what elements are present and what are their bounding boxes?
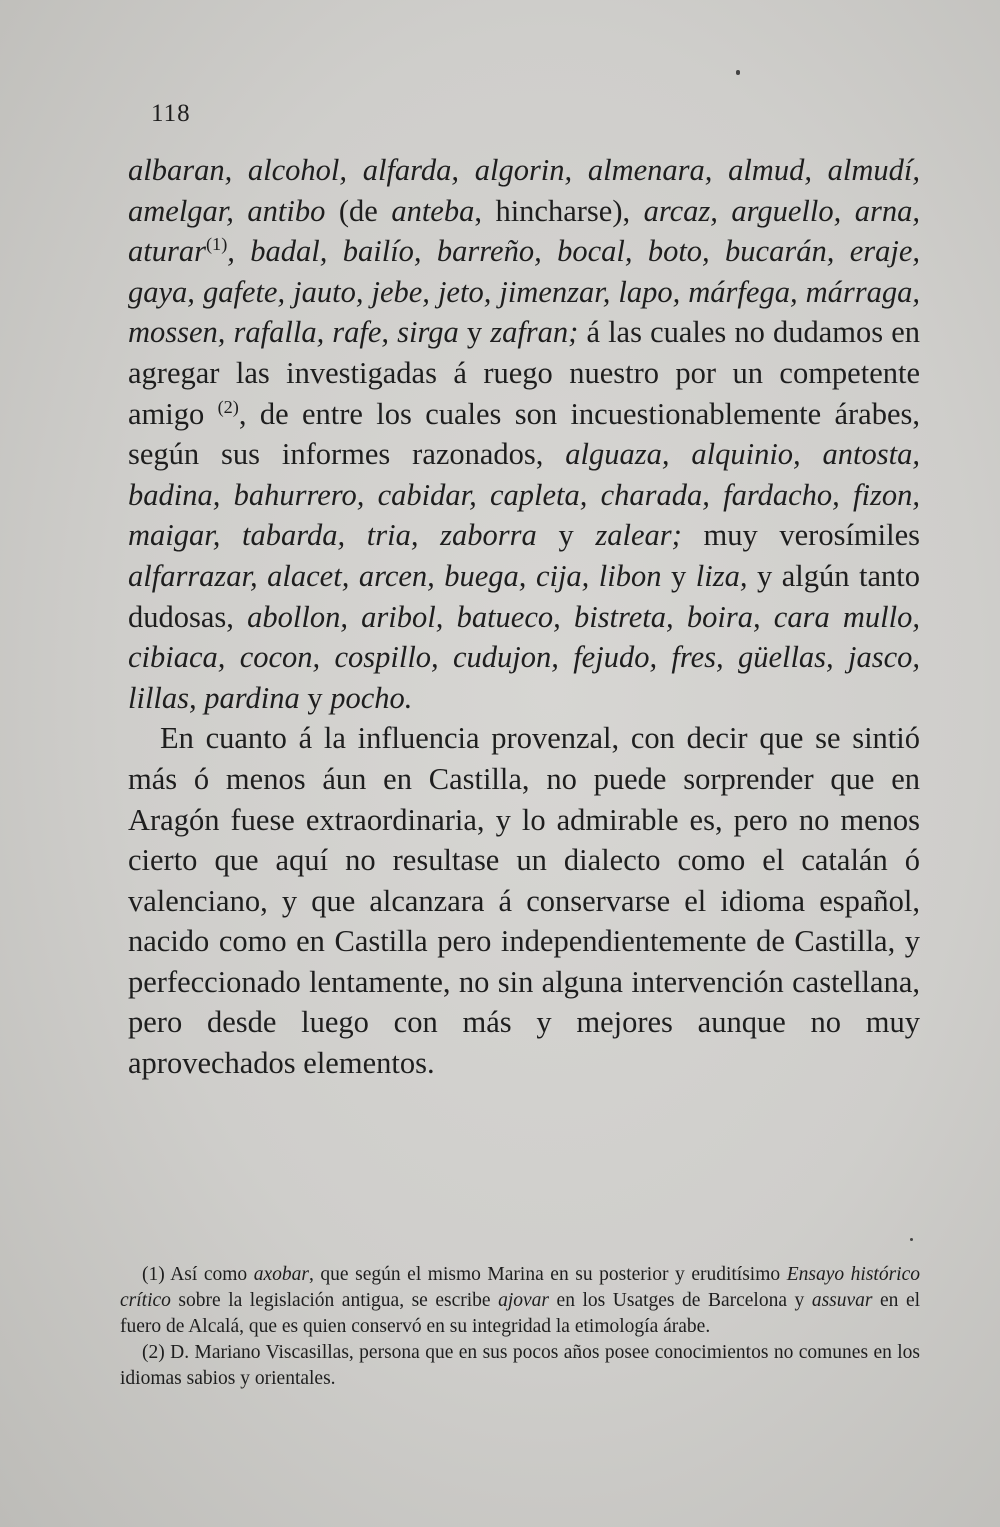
text-run: y — [536, 518, 596, 553]
ink-speck — [736, 70, 740, 75]
text-run: y — [661, 558, 696, 593]
text-run: , que según el mismo Marina en su posterior y eruditísimo — [308, 1264, 787, 1285]
footnote-2: (2) D. Mariano Viscasillas, persona que en sus pocos años posee conocimientos no comunes en los idiomas sabios y orientales. — [120, 1342, 920, 1389]
ink-speck — [910, 1238, 913, 1241]
text-run: y — [458, 315, 491, 350]
text-run: (de — [325, 193, 392, 228]
italic-words: albaran, alcohol, alfarda, algorin, almenara, almud, almudí, amelgar, antibo — [128, 153, 920, 228]
italic-word: zafran; — [490, 315, 579, 350]
italic-words: alguaza, alquinio, antosta, badina, bahurrero, cabidar, capleta, charada, fardacho, fizon, maigar, tabarda, tria, zaborra — [128, 437, 920, 553]
text-run: á las cuales no dudamos en agregar las investigadas á ruego nuestro por un competente amigo — [128, 315, 921, 431]
italic-word: liza, — [695, 558, 748, 593]
text-run: en los Usatges de Barcelona y — [549, 1290, 812, 1311]
italic-words: , badal, bailío, barreño, bocal, boto, bucarán, eraje, gaya, gafete, jauto, jebe, jeto, jimenzar, lapo, márfega, márraga, mossen, rafalla, rafe, sirga — [128, 234, 920, 350]
text-run: , de entre los cuales son incuestionablemente árabes, según sus informes razonados, — [128, 396, 920, 472]
text-run: (1) Así como — [142, 1264, 254, 1285]
footnotes — [120, 1262, 920, 1392]
italic-word: ajovar — [498, 1290, 550, 1311]
text-run: en el fuero de Alcalá, que es quien conservó en su integridad la etimología árabe. — [120, 1290, 921, 1337]
body-text — [128, 150, 920, 1084]
page-number: 118 — [151, 100, 191, 127]
italic-word: pocho. — [330, 680, 413, 715]
footnote-1 — [120, 1262, 920, 1340]
italic-word: zalear; — [595, 518, 682, 553]
text-run: y algún tanto dudosas, — [128, 558, 920, 634]
italic-words: alfarrazar, alacet, arcen, buega, cija, libon — [128, 558, 662, 593]
text-run: y — [299, 680, 331, 715]
italic-words: arcaz, arguello, arna, aturar — [128, 193, 920, 269]
italic-word: assuvar — [811, 1290, 873, 1311]
text-run: muy verosímiles — [681, 518, 921, 553]
italic-title: Ensayo histórico crítico — [120, 1264, 920, 1311]
paragraph-word-list — [128, 150, 920, 718]
italic-words: abollon, aribol, batueco, bistreta, boira, cara mullo, cibiaca, cocon, cospillo, cudujon, fejudo, fres, güellas, jasco, lillas, pardina — [128, 599, 921, 715]
italic-word: anteba — [391, 193, 475, 228]
paragraph-provenzal: En cuanto á la influencia provenzal, con decir que se sintió más ó menos áun en Castilla, no puede sorprender que en Aragón fuese extraordinaria, y lo admirable es, pero no menos cierto que aquí no resultase un dialecto como el catalán ó valenciano, y que alcanzara á conservarse el idioma español, nacido como en Castilla pero independientemente de Castilla, y perfeccionado lentamente, no sin alguna intervención castellana, pero desde luego con más y mejores aunque no muy aprovechados elementos. — [128, 721, 920, 1081]
footnote-ref-1: (1) — [205, 234, 228, 255]
text-run: sobre la legislación antigua, se escribe — [170, 1290, 499, 1311]
text-run: , hincharse), — [474, 193, 644, 228]
footnote-ref-2: (2) — [217, 396, 239, 417]
italic-word: axobar — [253, 1264, 309, 1285]
